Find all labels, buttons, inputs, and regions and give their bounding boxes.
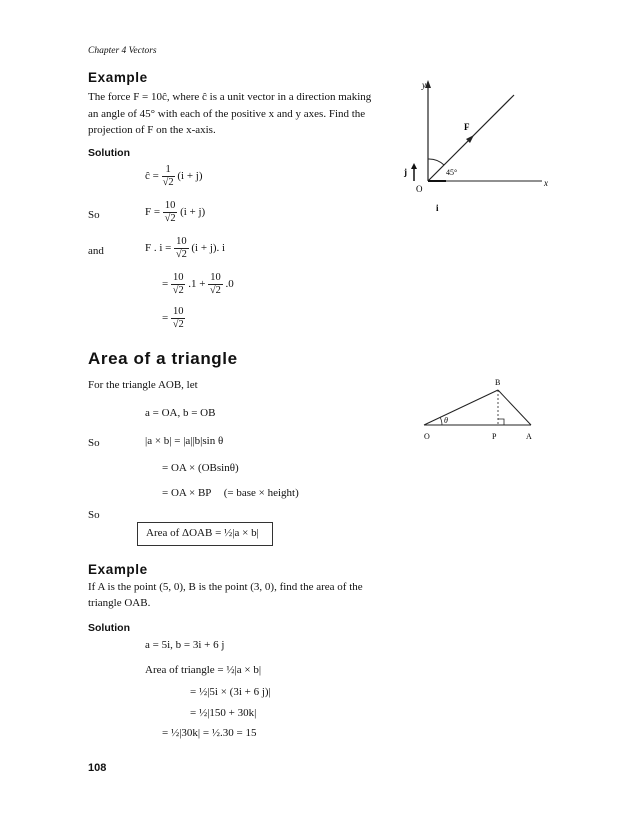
theta-arc xyxy=(440,417,442,425)
result-box xyxy=(137,522,273,546)
vertex-a-label: A xyxy=(526,432,532,441)
equation-note: (= base × height) xyxy=(223,487,299,499)
chapter-header: Chapter 4 Vectors xyxy=(88,46,157,56)
so-label: So xyxy=(88,209,100,221)
right-angle-mark xyxy=(498,419,504,425)
fraction xyxy=(171,306,186,331)
and-label: and xyxy=(88,245,104,257)
fraction-numerator: 1 xyxy=(162,164,175,177)
x-axis-label: x xyxy=(544,178,548,188)
fraction-numerator: 10 xyxy=(172,306,184,317)
unit-vector-i-label: i xyxy=(436,203,439,213)
vertex-o-label: O xyxy=(424,432,430,441)
fraction xyxy=(174,236,189,261)
angle-arc xyxy=(428,159,444,165)
fraction-denominator: √2 xyxy=(164,213,176,224)
cross-product-equation: |a × b| = |a||b|sin θ xyxy=(145,435,224,447)
triangle-side-ba xyxy=(498,390,531,425)
so-label: So xyxy=(88,437,100,449)
example-paragraph-line: triangle OAB. xyxy=(88,597,151,609)
y-axis-label: y xyxy=(422,80,426,90)
fraction-denominator: √2 xyxy=(175,249,187,260)
fraction-denominator: √2 xyxy=(209,285,221,296)
equation-expansion xyxy=(162,272,234,297)
point-p-label: P xyxy=(492,432,497,441)
equation-lhs: ĉ = xyxy=(145,170,159,183)
equation-text: = OA × BP xyxy=(162,487,211,499)
fraction-numerator: 10 xyxy=(164,200,176,211)
equation-middle: .1 + xyxy=(188,278,206,291)
fraction xyxy=(208,272,223,297)
fraction-denominator: √2 xyxy=(162,177,174,188)
fraction-denominator: √2 xyxy=(172,285,184,296)
so-label: So xyxy=(88,509,100,521)
triangle-side-ob xyxy=(424,390,498,425)
solution-line: = ½|150 + 30k| xyxy=(190,707,257,719)
equation-rhs: (i + j) xyxy=(180,206,206,219)
fraction-numerator: 10 xyxy=(172,272,184,283)
equation-projection xyxy=(145,236,225,261)
fraction-denominator: √2 xyxy=(172,319,184,330)
force-vector-diagram xyxy=(392,78,562,218)
vertex-b-label: B xyxy=(495,378,501,387)
origin-label: O xyxy=(416,184,423,194)
area-formula: Area of ΔOAB = ½|a × b| xyxy=(146,527,259,539)
solution-line: = ½|30k| = ½.30 = 15 xyxy=(162,727,257,739)
fraction-numerator: 10 xyxy=(210,272,221,283)
solution-line: a = 5i, b = 3i + 6 j xyxy=(145,639,225,651)
unit-vector-j-arrowhead xyxy=(411,163,417,169)
solution-line: = ½|5i × (3i + 6 j)| xyxy=(190,686,271,698)
example-heading: Example xyxy=(88,70,148,85)
example-paragraph-line: an angle of 45° with each of the positive x and y axes. Find the xyxy=(88,108,366,120)
equation-unit-vector xyxy=(145,164,203,189)
vector-definition: a = OA, b = OB xyxy=(145,407,216,419)
equals-sign: = xyxy=(162,312,169,325)
equation-rhs: (i + j). i xyxy=(191,242,226,255)
page-number: 108 xyxy=(88,762,107,774)
cross-product-step xyxy=(162,487,299,499)
fraction xyxy=(171,272,186,297)
fraction-numerator: 10 xyxy=(176,236,187,247)
equation-force xyxy=(145,200,205,225)
triangle-diagram xyxy=(420,374,544,446)
equation-end: .0 xyxy=(225,278,234,291)
equation-lhs: F = xyxy=(145,206,161,219)
unit-vector-j-label: j xyxy=(404,167,407,177)
equation-rhs: (i + j) xyxy=(177,170,203,183)
example-paragraph-line: The force F = 10ĉ, where ĉ is a unit vector in a direction making xyxy=(88,91,372,103)
fraction xyxy=(163,200,178,225)
equation-lhs: F . i = xyxy=(145,242,172,255)
equals-sign: = xyxy=(162,278,169,291)
solution-heading: Solution xyxy=(88,622,130,634)
angle-label: 45° xyxy=(446,168,458,177)
equation-result xyxy=(162,306,185,331)
example-paragraph-line: projection of F on the x-axis. xyxy=(88,124,216,136)
theta-label: θ xyxy=(444,416,448,425)
example-heading: Example xyxy=(88,562,148,577)
solution-heading: Solution xyxy=(88,147,130,159)
solution-line: Area of triangle = ½|a × b| xyxy=(145,664,262,676)
fraction xyxy=(162,164,175,189)
force-label: F xyxy=(464,122,470,132)
section-intro: For the triangle AOB, let xyxy=(88,379,198,391)
example-paragraph-line: If A is the point (5, 0), B is the point (3, 0), find the area of the xyxy=(88,581,363,593)
cross-product-step: = OA × (OBsinθ) xyxy=(162,462,239,474)
section-heading: Area of a triangle xyxy=(88,349,238,368)
